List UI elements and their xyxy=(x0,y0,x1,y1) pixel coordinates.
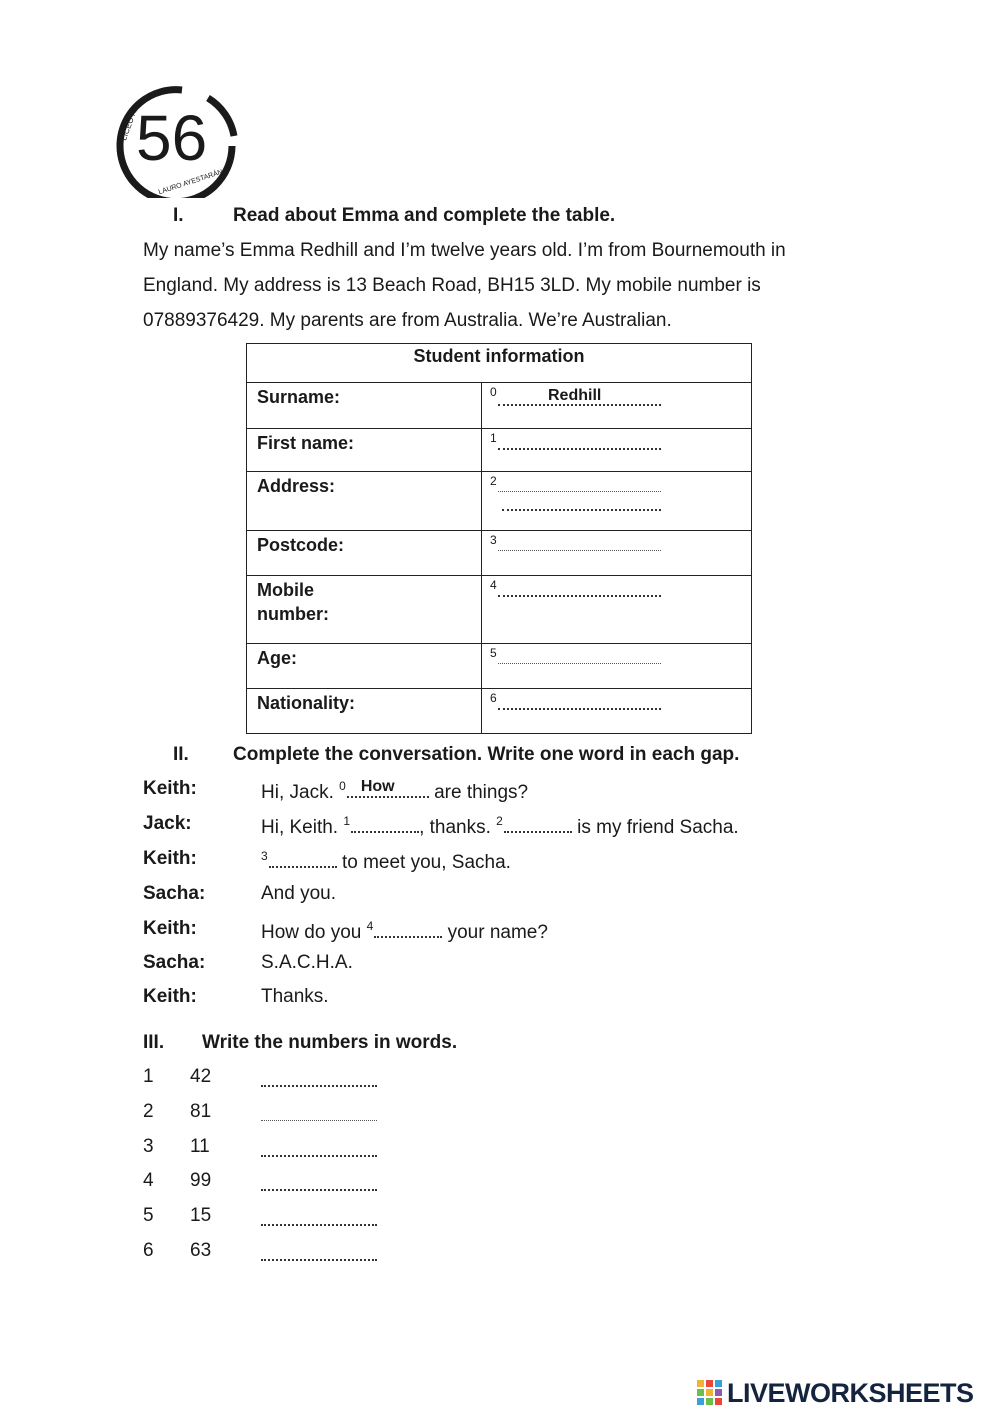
item-index: 2 xyxy=(490,474,497,488)
dialogue-text: , thanks. xyxy=(419,817,497,838)
gap-example[interactable] xyxy=(347,778,429,798)
example-answer: Redhill xyxy=(548,387,602,404)
answer-line[interactable] xyxy=(261,1258,377,1261)
answer-cell-postcode[interactable] xyxy=(482,531,752,576)
gap-index: 2 xyxy=(496,814,503,828)
item-index: 1 xyxy=(143,1066,154,1087)
logo-arc-bottom: LAURO AYESTARÁN xyxy=(157,168,224,197)
table-header: Student information xyxy=(247,344,752,383)
speaker: Sacha: xyxy=(143,952,206,973)
item-number: 99 xyxy=(190,1170,212,1191)
speaker: Jack: xyxy=(143,813,192,834)
answer-cell-first-name[interactable] xyxy=(482,429,752,472)
row-label-first-name: First name: xyxy=(247,429,482,472)
item-index: 5 xyxy=(143,1205,154,1226)
answer-line[interactable] xyxy=(498,447,661,450)
gap-index: 1 xyxy=(343,814,351,828)
item-index: 4 xyxy=(143,1170,154,1191)
paragraph-line: 07889376429. My parents are from Australia. We’re Australian. xyxy=(143,310,672,331)
speaker: Keith: xyxy=(143,848,197,869)
answer-line[interactable] xyxy=(261,1188,377,1191)
brand-logo-icon xyxy=(697,1380,723,1408)
item-index: 0 xyxy=(490,385,497,399)
row-label-nationality: Nationality: xyxy=(247,689,482,734)
answer-line[interactable] xyxy=(498,549,661,551)
item-index: 1 xyxy=(490,431,497,445)
answer-line[interactable] xyxy=(498,707,661,710)
speaker: Keith: xyxy=(143,918,197,939)
answer-line-2[interactable] xyxy=(502,508,661,511)
brand-text: LIVEWORKSHEETS xyxy=(727,1378,974,1408)
section-3-heading xyxy=(0,1032,1000,1056)
dialogue-text: How do you xyxy=(261,922,367,943)
item-number: 81 xyxy=(190,1101,212,1122)
section-2-heading xyxy=(0,744,1000,768)
dialogue-line xyxy=(261,918,548,944)
item-index: 3 xyxy=(143,1136,154,1157)
item-number: 11 xyxy=(190,1136,210,1157)
speaker: Keith: xyxy=(143,986,197,1007)
section-3-number: III. xyxy=(143,1032,165,1053)
dialogue-line: S.A.C.H.A. xyxy=(261,952,353,973)
answer-cell-mobile[interactable] xyxy=(482,576,752,644)
school-logo xyxy=(112,76,242,198)
answer-line[interactable] xyxy=(498,662,661,664)
section-3-title: Write the numbers in words. xyxy=(202,1032,458,1053)
answer-line[interactable] xyxy=(498,403,661,406)
item-index: 4 xyxy=(490,578,497,592)
answer-cell-age[interactable] xyxy=(482,644,752,689)
speaker: Sacha: xyxy=(143,883,206,904)
section-2-number: II. xyxy=(173,744,189,765)
logo-arc-top: LICEO N° xyxy=(119,105,140,142)
item-index: 3 xyxy=(490,533,497,547)
item-number: 63 xyxy=(190,1240,212,1261)
dialogue-text: is my friend Sacha. xyxy=(571,817,739,838)
item-index: 5 xyxy=(490,646,497,660)
answer-cell-address[interactable] xyxy=(482,472,752,531)
dialogue-text: Hi, Keith. xyxy=(261,817,344,838)
item-index: 6 xyxy=(143,1240,154,1261)
gap-index: 0 xyxy=(339,779,346,793)
student-info-table xyxy=(246,343,752,734)
section-1-title: Read about Emma and complete the table. xyxy=(233,205,616,226)
speaker: Keith: xyxy=(143,778,197,799)
example-answer: How xyxy=(360,778,395,795)
liveworksheets-brand xyxy=(697,1378,997,1408)
answer-line[interactable] xyxy=(261,1084,377,1087)
dialogue-line xyxy=(261,813,739,839)
paragraph-line: My name’s Emma Redhill and I’m twelve years old. I’m from Bournemouth in xyxy=(143,240,786,261)
dialogue-text: Hi, Jack. xyxy=(261,782,340,803)
answer-line[interactable] xyxy=(498,594,661,597)
dialogue-line: Thanks. xyxy=(261,986,329,1007)
label-line: number: xyxy=(257,604,329,624)
answer-cell-surname[interactable] xyxy=(482,383,752,429)
section-1-heading xyxy=(0,205,1000,229)
row-label-mobile xyxy=(247,576,482,644)
row-label-surname: Surname: xyxy=(247,383,482,429)
answer-line[interactable] xyxy=(261,1223,377,1226)
gap-1[interactable] xyxy=(351,813,419,833)
gap-index: 3 xyxy=(261,849,268,863)
gap-2[interactable] xyxy=(504,813,572,833)
row-label-postcode: Postcode: xyxy=(247,531,482,576)
answer-line[interactable] xyxy=(498,490,661,492)
gap-4[interactable] xyxy=(374,918,442,938)
item-number: 42 xyxy=(190,1066,212,1087)
item-index: 6 xyxy=(490,691,497,705)
label-line: Mobile xyxy=(257,580,314,600)
row-label-age: Age: xyxy=(247,644,482,689)
reading-paragraph xyxy=(143,233,843,338)
answer-cell-nationality[interactable] xyxy=(482,689,752,734)
row-label-address: Address: xyxy=(247,472,482,531)
answer-line[interactable] xyxy=(261,1154,377,1157)
item-index: 2 xyxy=(143,1101,154,1122)
dialogue-line xyxy=(261,778,528,804)
dialogue-line: And you. xyxy=(261,883,336,904)
item-number: 15 xyxy=(190,1205,212,1226)
section-1-number: I. xyxy=(173,205,184,226)
dialogue-text: are things? xyxy=(428,782,529,803)
dialogue-text: your name? xyxy=(442,922,548,943)
dialogue-text: to meet you, Sacha. xyxy=(336,852,511,873)
gap-index: 4 xyxy=(366,919,374,933)
answer-line[interactable] xyxy=(261,1119,377,1121)
paragraph-line: England. My address is 13 Beach Road, BH15 3LD. My mobile number is xyxy=(143,275,761,296)
logo-number: 56 xyxy=(136,102,208,174)
section-2-title: Complete the conversation. Write one word in each gap. xyxy=(233,744,740,765)
dialogue-line xyxy=(261,848,511,874)
gap-3[interactable] xyxy=(269,848,337,868)
